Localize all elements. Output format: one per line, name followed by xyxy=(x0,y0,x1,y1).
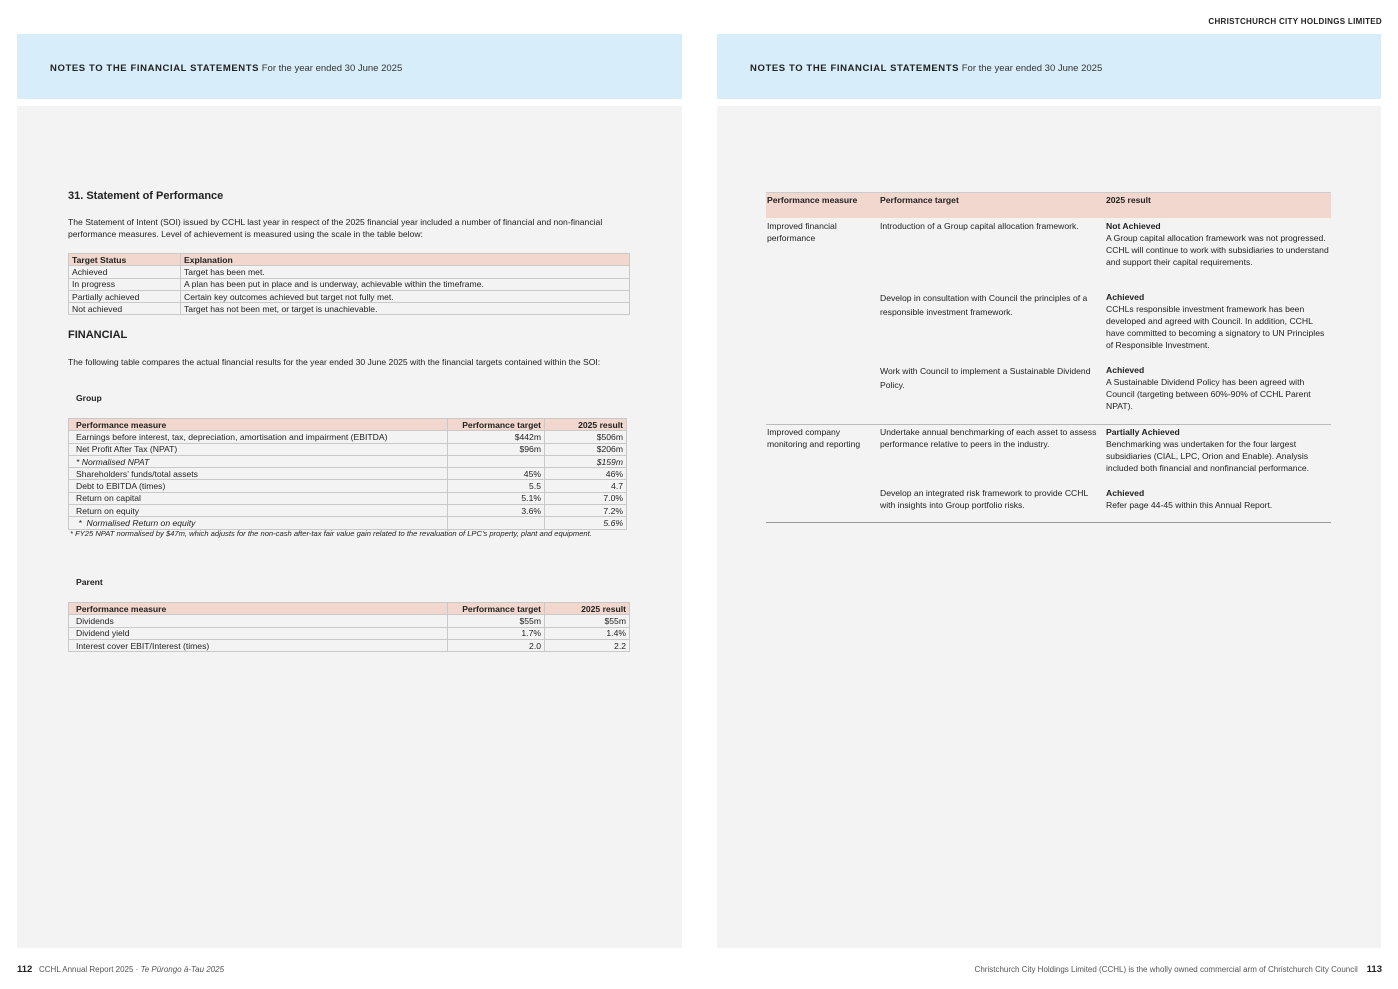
col-header: Performance target xyxy=(879,193,1105,218)
footer-text: Christchurch City Holdings Limited (CCHL) is the wholly owned commercial arm of Christchurch City Council xyxy=(974,965,1358,974)
col-header: 2025 result xyxy=(545,603,630,615)
company-name: CHRISTCHURCH CITY HOLDINGS LIMITED xyxy=(1208,17,1382,26)
footer-italic-text: Te Pūrongo ā-Tau 2025 xyxy=(140,965,225,974)
parent-table xyxy=(68,602,630,652)
table-row: * Normalised NPAT $159m xyxy=(69,455,627,467)
table-row: Improved financial performance Introduction of a Group capital allocation framework. Not Achieved A Group capital allocation framework was not progressed. CCHL will continue to work with subsidiaries to understand and support their capital requirements. xyxy=(767,220,1329,267)
footer-text: CCHL Annual Report 2025 · xyxy=(39,965,139,974)
col-header: Explanation xyxy=(181,254,630,266)
table-row: Achieved Target has been met. xyxy=(69,266,630,278)
col-header: Target Status xyxy=(69,254,181,266)
table-row: Develop in consultation with Council the principles of a responsible investment framework. Achieved CCHLs responsible investment framework has been developed and agreed with Council. In addition, CCHL have committed to becoming a signatory to UN Principles of Responsible Investment. xyxy=(880,291,1325,350)
col-header: 2025 result xyxy=(1105,193,1331,218)
table-row: Not achieved Target has not been met, or target is unachievable. xyxy=(69,303,630,315)
intro-text: The Statement of Intent (SOI) issued by CCHL last year in respect of the 2025 financial year included a number of financial and non-financial performance measures. Level of achievement is measured using the scale in the table below: xyxy=(68,217,603,239)
left-header-band xyxy=(17,34,682,99)
table-row: Partially achieved Certain key outcomes achieved but target not fully met. xyxy=(69,290,630,302)
period: For the year ended 30 June 2025 xyxy=(261,63,403,74)
table-row: Shareholders’ funds/total assets 45% 46% xyxy=(69,468,627,480)
right-footer xyxy=(975,964,1382,975)
period: For the year ended 30 June 2025 xyxy=(961,63,1103,74)
table-row: Return on capital 5.1% 7.0% xyxy=(69,492,627,504)
table-row: Net Profit After Tax (NPAT) $96m $206m xyxy=(69,443,627,455)
section-title: NOTES TO THE FINANCIAL STATEMENTS xyxy=(50,63,260,74)
right-header-band xyxy=(717,34,1381,99)
table-row: Earnings before interest, tax, depreciation, amortisation and impairment (EBITDA) $442m $506m xyxy=(69,431,627,443)
table-row: In progress A plan has been put in place and is underway, achievable within the timeframe. xyxy=(69,278,630,290)
financial-intro: The following table compares the actual financial results for the year ended 30 June 2025 with the financial targets contained within the SOI: xyxy=(68,357,601,367)
table-row: Develop an integrated risk framework to provide CCHL with insights into Group portfolio risks. Achieved Refer page 44-45 within this Annual Report. xyxy=(766,487,1331,523)
table-row: Dividend yield 1.7% 1.4% xyxy=(69,627,630,639)
performance-table xyxy=(766,192,1331,523)
page-number: 112 xyxy=(17,964,33,975)
table-row: Work with Council to implement a Sustainable Dividend Policy. Achieved A Sustainable Dividend Policy has been agreed with Council (targeting between 60%-90% of CCHL Parent NPAT). xyxy=(880,364,1311,411)
col-header: Performance target xyxy=(448,419,545,431)
section-title: NOTES TO THE FINANCIAL STATEMENTS xyxy=(750,63,960,74)
table-row: Improved company monitoring and reporting Undertake annual benchmarking of each asset to assess performance relative to peers in the industry. Partially Achieved Benchmarking was undertaken for the four largest subsidiaries (CIAL, LPC, Orion and Enable). Analysis included both financial and nonfinancial performance. xyxy=(766,425,1331,487)
page-number: 113 xyxy=(1366,964,1382,975)
group-label: Group xyxy=(76,393,102,403)
financial-heading: FINANCIAL xyxy=(68,329,128,341)
col-header: Performance measure xyxy=(766,193,879,218)
group-footnote: * FY25 NPAT normalised by $47m, which adjusts for the non-cash after-tax fair value gain related to the revaluation of LPC’s property, plant and equipment. xyxy=(70,529,592,538)
table-row: Interest cover EBIT/Interest (times) 2.0 2.2 xyxy=(69,639,630,651)
parent-label: Parent xyxy=(76,577,103,587)
group-table xyxy=(68,418,627,530)
table-row: * Normalised Return on equity 5.6% xyxy=(69,517,627,529)
col-header: Performance target xyxy=(448,603,545,615)
table-row: Debt to EBITDA (times) 5.5 4.7 xyxy=(69,480,627,492)
page-title: 31. Statement of Performance xyxy=(68,190,224,202)
status-table xyxy=(68,253,630,315)
col-header: Performance measure xyxy=(69,603,448,615)
col-header: 2025 result xyxy=(545,419,627,431)
table-row: Dividends $55m $55m xyxy=(69,615,630,627)
col-header: Performance measure xyxy=(69,419,448,431)
table-row: Return on equity 3.6% 7.2% xyxy=(69,505,627,517)
left-footer xyxy=(17,964,224,975)
